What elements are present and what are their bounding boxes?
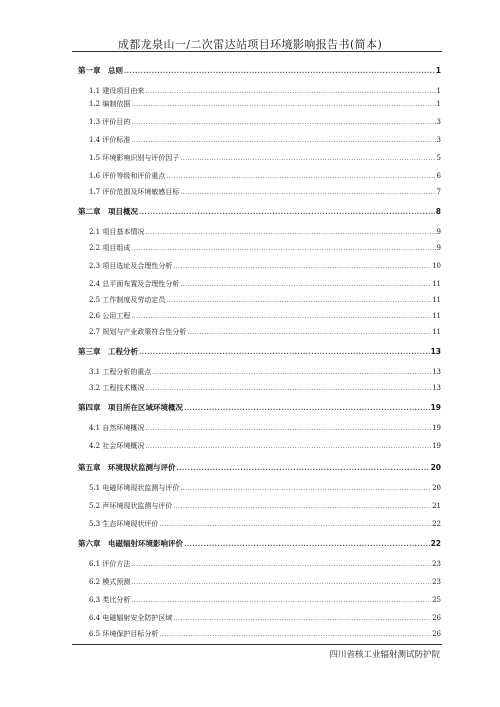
toc-dot-leader: [131, 117, 435, 129]
toc-section-entry[interactable]: [89, 85, 441, 97]
toc-section-entry[interactable]: [89, 366, 441, 378]
toc-entry-page-number: 20: [432, 484, 441, 492]
toc-entry-page-number: 1: [436, 100, 441, 108]
toc-entry-label: 第五章 环境现状监测与评价: [78, 463, 176, 472]
toc-dot-leader: [145, 383, 431, 395]
toc-dot-leader: [166, 171, 435, 183]
toc-chapter-entry[interactable]: [78, 346, 441, 358]
toc-dot-leader: [187, 327, 431, 339]
toc-entry-label: 6.2 模式预测: [89, 578, 131, 586]
toc-chapter-entry[interactable]: [78, 206, 441, 218]
toc-dot-leader: [131, 135, 435, 147]
toc-entry-page-number: 9: [436, 244, 441, 252]
toc-entry-page-number: 25: [432, 596, 441, 604]
toc-dot-leader: [184, 539, 430, 551]
toc-entry-page-number: 8: [435, 207, 441, 216]
toc-entry-label: 1.1 建设项目由来: [89, 87, 145, 95]
toc-dot-leader: [173, 501, 431, 513]
toc-entry-page-number: 13: [432, 384, 441, 392]
toc-entry-label: 第一章 总则: [78, 66, 123, 75]
toc-entry-label: 4.2 社会环境概况: [89, 442, 145, 450]
footer-divider: [72, 644, 442, 645]
toc-entry-page-number: 10: [432, 262, 441, 270]
toc-entry-page-number: 26: [432, 614, 441, 622]
toc-chapter-entry[interactable]: [78, 462, 441, 474]
toc-dot-leader: [180, 483, 431, 495]
toc-chapter-entry[interactable]: [78, 538, 441, 550]
toc-section-entry[interactable]: [89, 186, 441, 198]
toc-entry-label: 2.1 项目基本情况: [89, 228, 145, 236]
toc-entry-page-number: 19: [430, 403, 441, 412]
toc-section-entry[interactable]: [89, 382, 441, 394]
toc-chapter-entry[interactable]: [78, 402, 441, 414]
toc-chapter-entry[interactable]: [78, 65, 441, 77]
toc-entry-label: 5.3 生态环境现状评价: [89, 520, 159, 528]
toc-section-entry[interactable]: [89, 260, 441, 272]
toc-entry-page-number: 13: [430, 347, 441, 356]
toc-entry-page-number: 11: [432, 280, 441, 288]
toc-entry-page-number: 1: [436, 87, 441, 95]
toc-entry-label: 1.5 环境影响识别与评价因子: [89, 154, 180, 162]
toc-entry-label: 6.5 环境保护目标分析: [89, 630, 159, 638]
toc-dot-leader: [131, 311, 431, 323]
toc-entry-label: 第三章 工程分析: [78, 347, 138, 356]
toc-dot-leader: [159, 519, 431, 531]
toc-entry-label: 2.5 工作制度及劳动定员: [89, 296, 166, 304]
toc-entry-page-number: 26: [432, 630, 441, 638]
toc-entry-label: 2.4 总平面布置及合理性分析: [89, 280, 180, 288]
footer-organization: 四川省核工业辐射测试防护院: [329, 650, 440, 660]
toc-entry-label: 1.7 评价范围及环境敏感目标: [89, 188, 180, 196]
toc-dot-leader: [145, 86, 435, 98]
toc-section-entry[interactable]: [89, 116, 441, 128]
toc-dot-leader: [173, 261, 431, 273]
toc-dot-leader: [166, 295, 431, 307]
toc-dot-leader: [131, 595, 431, 607]
toc-entry-label: 3.1 工程分析的重点: [89, 368, 152, 376]
toc-entry-label: 2.2 项目组成: [89, 244, 131, 252]
toc-dot-leader: [145, 227, 435, 239]
toc-dot-leader: [145, 441, 431, 453]
toc-dot-leader: [180, 187, 435, 199]
toc-dot-leader: [177, 463, 430, 475]
toc-entry-label: 第六章 电磁辐射环境影响评价: [78, 539, 183, 548]
toc-dot-leader: [131, 99, 435, 111]
toc-entry-page-number: 21: [432, 502, 441, 510]
toc-dot-leader: [131, 559, 431, 571]
toc-entry-label: 5.2 声环境现状监测与评价: [89, 502, 173, 510]
toc-dot-leader: [152, 367, 431, 379]
toc-section-entry[interactable]: [89, 440, 441, 452]
toc-entry-label: 1.6 评价等级和评价重点: [89, 172, 166, 180]
toc-entry-label: 第二章 项目概况: [78, 207, 138, 216]
toc-entry-page-number: 3: [436, 136, 441, 144]
toc-entry-page-number: 19: [432, 424, 441, 432]
toc-section-entry[interactable]: [89, 576, 441, 588]
toc-entry-label: 1.3 评价目的: [89, 118, 131, 126]
toc-section-entry[interactable]: [89, 612, 441, 624]
toc-dot-leader: [131, 577, 431, 589]
toc-section-entry[interactable]: [89, 628, 441, 640]
toc-section-entry[interactable]: [89, 500, 441, 512]
toc-entry-page-number: 20: [430, 463, 441, 472]
toc-section-entry[interactable]: [89, 242, 441, 254]
toc-entry-label: 6.1 评价方法: [89, 560, 131, 568]
toc-entry-label: 6.4 电磁辐射安全防护区域: [89, 614, 173, 622]
toc-entry-label: 2.7 规划与产业政策符合性分析: [89, 328, 187, 336]
toc-section-entry[interactable]: [89, 482, 441, 494]
toc-section-entry[interactable]: [89, 294, 441, 306]
toc-section-entry[interactable]: [89, 226, 441, 238]
toc-section-entry[interactable]: [89, 98, 441, 110]
toc-section-entry[interactable]: [89, 134, 441, 146]
toc-section-entry[interactable]: [89, 170, 441, 182]
toc-dot-leader: [173, 613, 431, 625]
toc-entry-page-number: 23: [432, 578, 441, 586]
toc-section-entry[interactable]: [89, 594, 441, 606]
toc-dot-leader: [180, 153, 435, 165]
document-header-title: 成都龙泉山一/二次雷达站项目环境影响报告书(简本): [117, 38, 383, 51]
toc-dot-leader: [184, 403, 430, 415]
toc-dot-leader: [180, 279, 431, 291]
toc-entry-label: 2.3 项目选址及合理性分析: [89, 262, 173, 270]
toc-dot-leader: [124, 66, 435, 78]
toc-section-entry[interactable]: [89, 152, 441, 164]
toc-entry-page-number: 11: [432, 328, 441, 336]
toc-entry-label: 6.3 类比分析: [89, 596, 131, 604]
toc-section-entry[interactable]: [89, 310, 441, 322]
toc-entry-label: 5.1 电磁环境现状监测与评价: [89, 484, 180, 492]
toc-entry-page-number: 22: [430, 539, 441, 548]
toc-entry-page-number: 7: [436, 188, 441, 196]
toc-dot-leader: [139, 207, 435, 219]
toc-section-entry[interactable]: [89, 422, 441, 434]
toc-entry-label: 2.6 公用工程: [89, 312, 131, 320]
toc-entry-page-number: 6: [436, 172, 441, 180]
toc-entry-page-number: 5: [436, 154, 441, 162]
toc-entry-page-number: 13: [432, 368, 441, 376]
toc-entry-label: 1.4 评价标准: [89, 136, 131, 144]
toc-entry-page-number: 19: [432, 442, 441, 450]
toc-entry-label: 第四章 项目所在区域环境概况: [78, 403, 183, 412]
toc-entry-page-number: 1: [435, 66, 441, 75]
toc-dot-leader: [131, 243, 435, 255]
toc-section-entry[interactable]: [89, 558, 441, 570]
toc-entry-label: 4.1 自然环境概况: [89, 424, 145, 432]
toc-entry-page-number: 3: [436, 118, 441, 126]
toc-entry-page-number: 11: [432, 296, 441, 304]
toc-entry-page-number: 9: [436, 228, 441, 236]
toc-section-entry[interactable]: [89, 278, 441, 290]
toc-dot-leader: [145, 423, 431, 435]
toc-section-entry[interactable]: [89, 326, 441, 338]
toc-entry-label: 1.2 编制依据: [89, 100, 131, 108]
toc-section-entry[interactable]: [89, 518, 441, 530]
toc-entry-page-number: 23: [432, 560, 441, 568]
toc-entry-label: 3.2 工程技术概况: [89, 384, 145, 392]
toc-dot-leader: [159, 629, 431, 641]
toc-entry-page-number: 11: [432, 312, 441, 320]
toc-entry-page-number: 22: [432, 520, 441, 528]
toc-dot-leader: [139, 347, 430, 359]
